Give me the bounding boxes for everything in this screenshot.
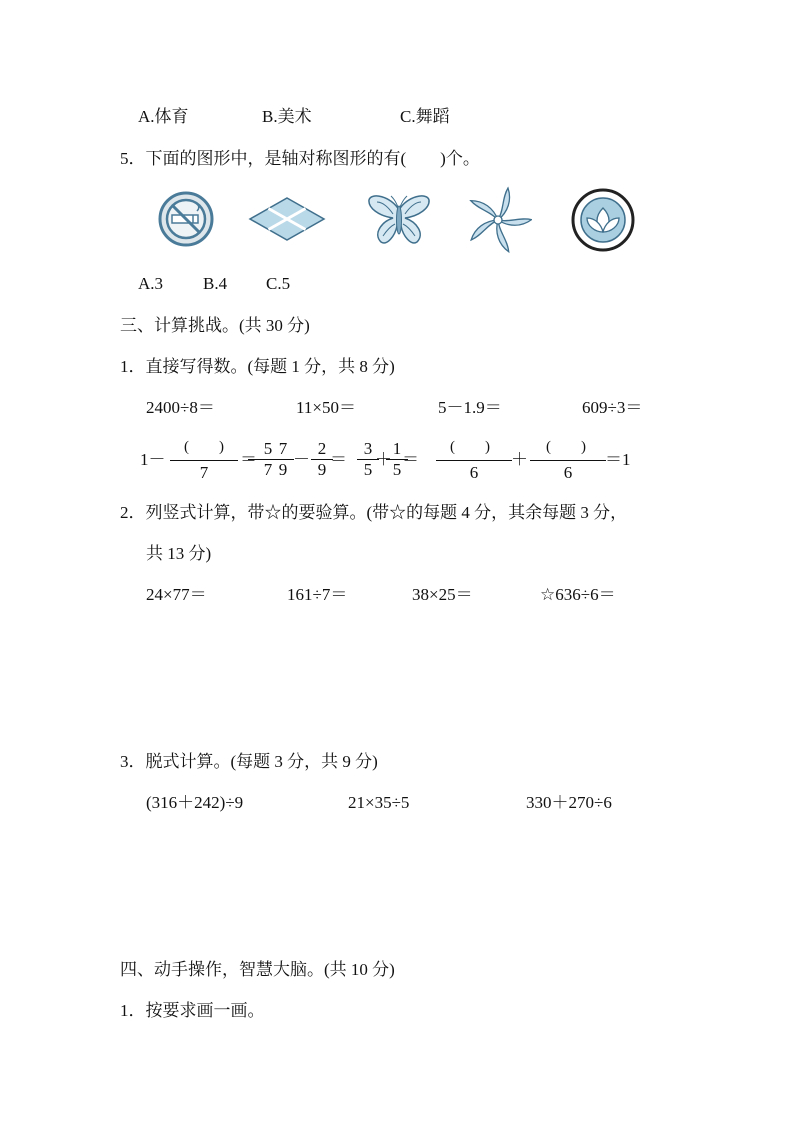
frac-num: 2 [317,439,327,458]
calc-item: 11×50＝ [296,398,356,417]
vertical-calc-item: 24×77＝ [146,585,207,604]
plus-sign: ＋ [375,450,392,469]
frac-den: 6 [469,463,479,482]
step-calc-item: 21×35÷5 [348,793,410,812]
frac-num: 1 [392,439,402,458]
frac-den: 7 [199,463,209,482]
s3-p3-title: 3．脱式计算。(每题 3 分，共 9 分) [120,752,378,771]
q5-question: 5．下面的图形中，是轴对称图形的有( )个。 [120,149,480,168]
frac-den: 5 [392,460,402,479]
frac-expr-result: ＝1 [605,450,631,469]
blank-numerator: ( ) [450,439,490,455]
s4-p1-title: 1．按要求画一画。 [120,1001,265,1020]
frac-den: 9 [317,460,327,479]
plus-sign: ＋ [511,450,528,469]
fraction-bar [530,460,606,461]
rhombus-grid-icon [248,196,326,242]
q4-option-a: A.体育 [138,107,189,126]
fraction-bar [170,460,238,461]
calc-item: 5－1.9＝ [438,398,502,417]
section4-title: 四、动手操作，智慧大脑。(共 10 分) [120,960,395,979]
vertical-calc-item: 161÷7＝ [287,585,348,604]
pinwheel-flower-icon [464,186,532,254]
step-calc-item: (316＋242)÷9 [146,793,244,812]
frac-num: 7 [278,439,288,458]
equals-sign: ＝ [330,450,347,469]
q4-option-c: C.舞蹈 [400,107,450,126]
no-smoking-sign-icon [157,190,215,248]
q4-option-b: B.美术 [262,107,312,126]
calc-item: 2400÷8＝ [146,398,215,417]
q5-option-c: C.5 [266,274,291,293]
frac-num: 3 [363,439,373,458]
calc-item: 609÷3＝ [582,398,643,417]
frac-expr-lead: 1－ [140,450,166,469]
blank-numerator: ( ) [546,439,586,455]
s3-p1-title: 1．直接写得数。(每题 1 分，共 8 分) [120,357,395,376]
butterfly-icon [365,190,433,248]
minus-sign: － [293,450,310,469]
equals-sign: ＝ [240,450,257,469]
vertical-calc-item: ☆636÷6＝ [540,585,616,604]
leaf-circle-emblem-icon [571,188,635,252]
fraction [272,440,294,479]
blank-numerator: ( ) [184,439,224,455]
s3-p2-title-line2: 共 13 分) [146,544,212,563]
section3-title: 三、计算挑战。(共 30 分) [120,316,310,335]
step-calc-item: 330＋270÷6 [526,793,612,812]
frac-den: 7 [263,460,273,479]
s3-p2-title-line1: 2．列竖式计算，带☆的要验算。(带☆的每题 4 分，其余每题 3 分， [120,503,628,522]
equals-sign: ＝ [402,450,419,469]
vertical-calc-item: 38×25＝ [412,585,473,604]
frac-num: 5 [263,439,273,458]
q5-option-a: A.3 [138,274,164,293]
q5-option-b: B.4 [203,274,228,293]
frac-den: 9 [278,460,288,479]
frac-den: 6 [563,463,573,482]
fraction-bar [436,460,512,461]
frac-den: 5 [363,460,373,479]
